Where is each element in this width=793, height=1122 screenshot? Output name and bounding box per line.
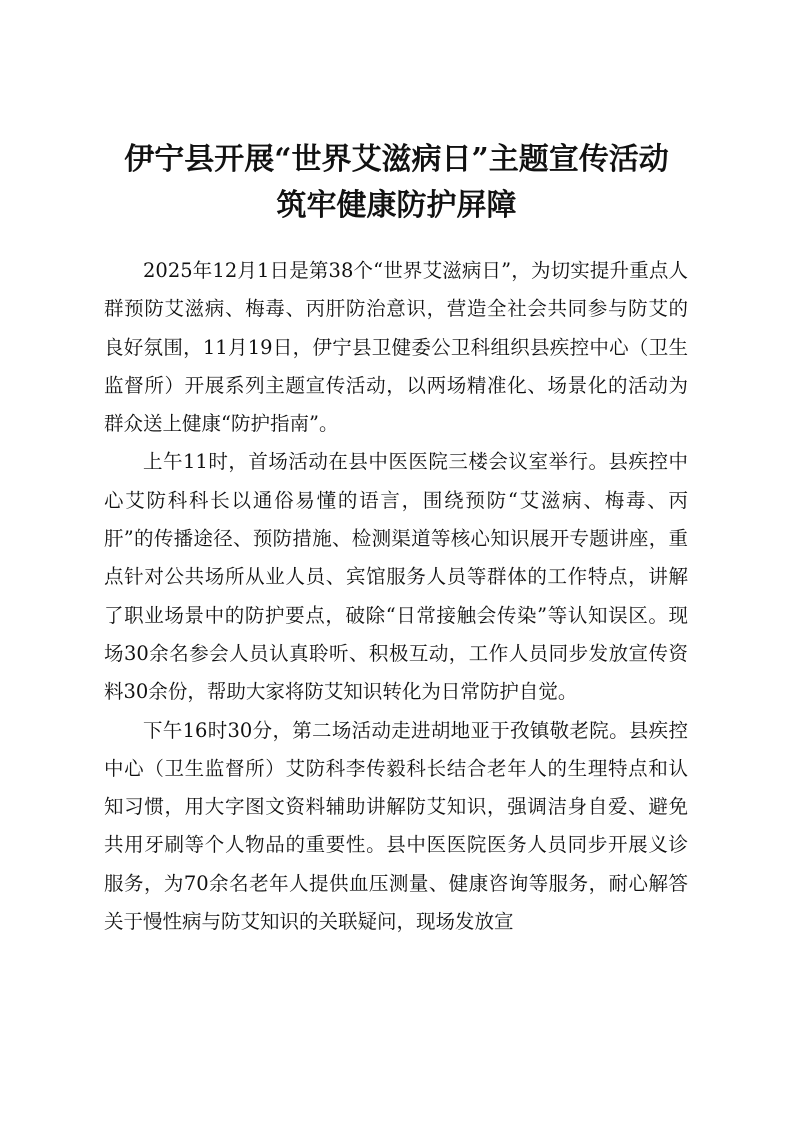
paragraph-3: 下午16时30分，第二场活动走进胡地亚于孜镇敬老院。县疾控中心（卫生监督所）艾防科李传毅科长结合老年人的生理特点和认知习惯，用大字图文资料辅助讲解防艾知识，强调洁身自爱、避免共用牙刷等个人物品的重要性。县中医医院医务人员同步开展义诊服务，为70余名老年人提供血压测量、健康咨询等服务，耐心解答关于慢性病与防艾知识的关联疑问，现场发放宣 (104, 718, 688, 934)
document-title-line-1: 伊宁县开展“世界艾滋病日”主题宣传活动 (124, 142, 669, 177)
document-title-line-2: 筑牢健康防护屏障 (276, 188, 517, 223)
paragraph-2: 上午11时，首场活动在县中医医院三楼会议室举行。县疾控中心艾防科科长以通俗易懂的语言，围绕预防“艾滋病、梅毒、丙肝”的传播途径、预防措施、检测渠道等核心知识展开专题讲座，重点针对公共场所从业人员、宾馆服务人员等群体的工作特点，讲解了职业场景中的防护要点，破除“日常接触会传染”等认知误区。现场30余名参会人员认真聆听、积极互动，工作人员同步发放宣传资料30余份，帮助大家将防艾知识转化为日常防护自觉。 (104, 450, 688, 704)
document-body (104, 252, 688, 941)
paragraph-1: 2025年12月1日是第38个“世界艾滋病日”，为切实提升重点人群预防艾滋病、梅毒、丙肝防治意识，营造全社会共同参与防艾的良好氛围，11月19日，伊宁县卫健委公卫科组织县疾控中心（卫生监督所）开展系列主题宣传活动，以两场精准化、场景化的活动为群众送上健康“防护指南”。 (104, 259, 688, 436)
